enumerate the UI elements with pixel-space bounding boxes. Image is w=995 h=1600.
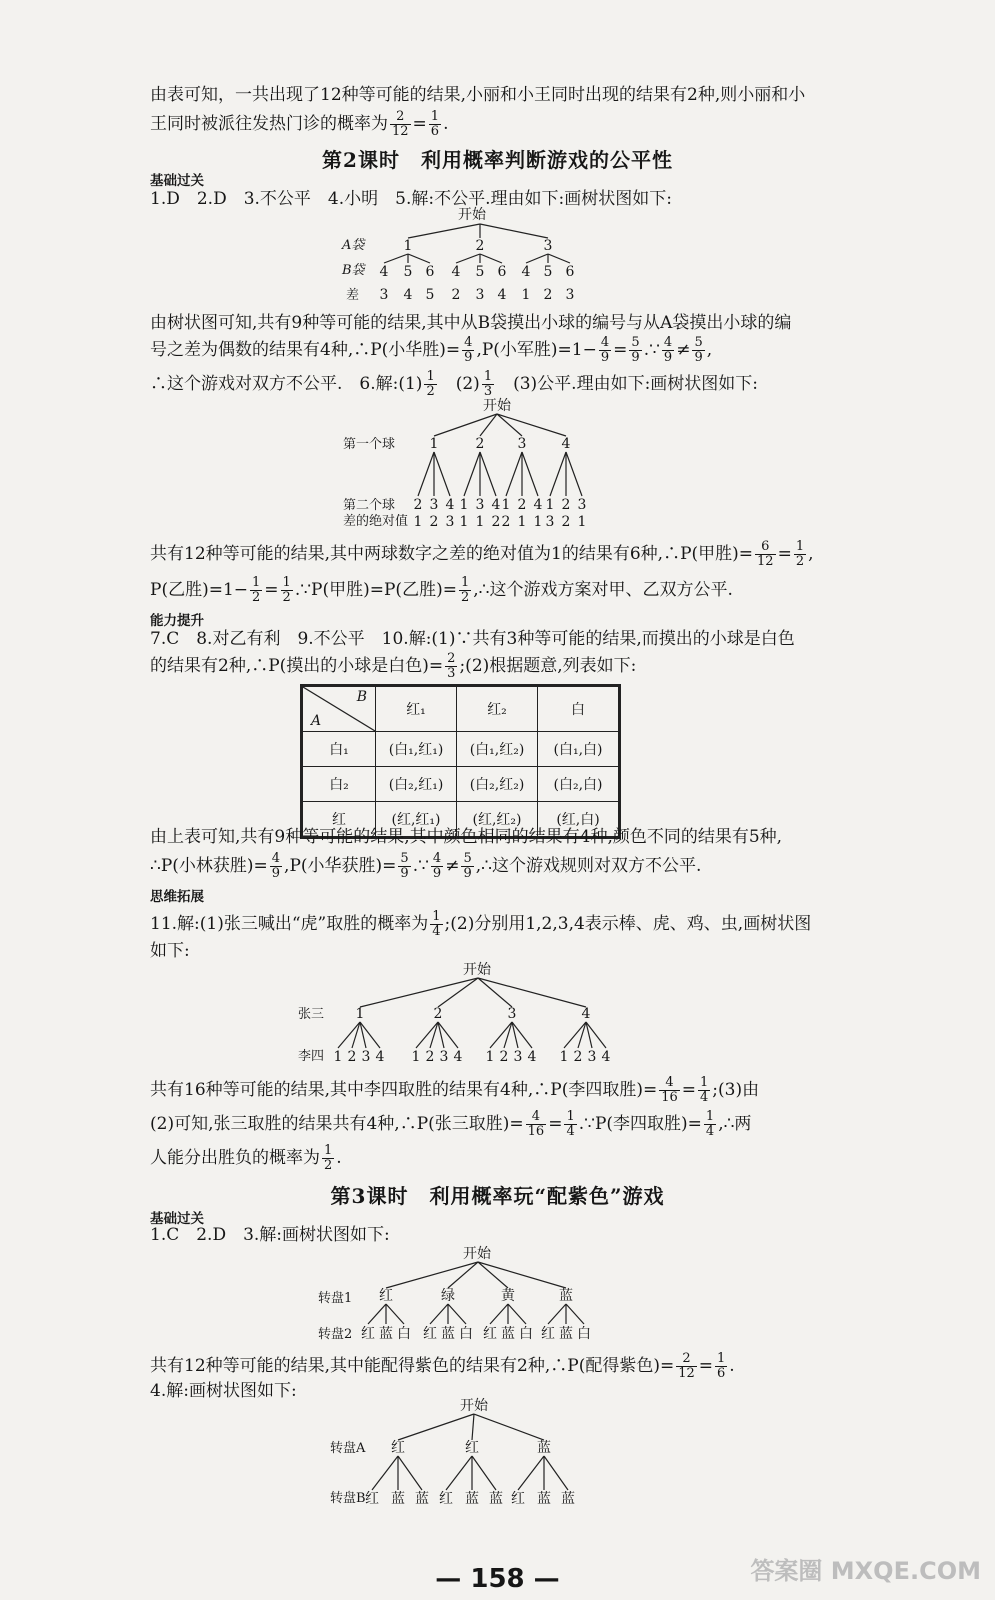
l3-q3-line: 共有12种等可能的结果,其中能配得紫色的结果有2种,∴P(配得紫色)= $\frac{2}{12}$ = $\frac{1}{6}$ .: [150, 1351, 735, 1381]
tree2: [343, 398, 586, 530]
tree-branch: [368, 1304, 386, 1324]
tree-branch: [490, 1022, 512, 1048]
tree2-node: 3: [517, 436, 527, 452]
tree-branch: [566, 452, 582, 496]
tree4-leaf: 蓝: [379, 1326, 393, 1342]
tree3: [298, 962, 611, 1065]
tree2-abs: 2: [429, 514, 439, 530]
q5-line-2: 号之差为偶数的结果有4种,∴P(小华胜)= $\frac{4}{9}$ ,P(小军胜)=1− $\frac{4}{9}$ = $\frac{5}{9}$ .∵ $\frac{4}{9}$ ≠ $\frac{5}{9}$ ,: [150, 335, 713, 365]
tree4: [318, 1246, 591, 1342]
tree-branch: [478, 1262, 566, 1288]
tree5-node: 红: [391, 1440, 405, 1456]
tree5-leaf: 红: [439, 1491, 453, 1507]
row-header: 白₁: [302, 732, 376, 767]
tree-branch: [434, 414, 497, 436]
tree4-leaf: 白: [519, 1326, 533, 1342]
answers-1-5: 1.D 2.D 3.不公平 4.小明 5.解:不公平.理由如下:画树状图如下:: [150, 189, 672, 209]
tree2-abs: 2: [491, 514, 501, 530]
tree3-node: 4: [581, 1006, 591, 1022]
tree2-abs: 3: [445, 514, 455, 530]
tree5-node: 蓝: [537, 1440, 551, 1456]
tree5-leaf: 蓝: [537, 1491, 551, 1507]
table-col-header: 白: [538, 686, 620, 732]
tree-branch: [544, 1456, 568, 1490]
tree3-leaf: 2: [499, 1049, 509, 1065]
tree-branch: [434, 452, 450, 496]
tree5-leaf: 红: [511, 1491, 525, 1507]
tree3-node: 3: [507, 1006, 517, 1022]
tree5: [330, 1398, 575, 1507]
tree1-leaf: 5: [543, 264, 553, 280]
tree4-leaf: 蓝: [559, 1326, 573, 1342]
tree1-leaf: 4: [451, 264, 461, 280]
tree5-leaf: 红: [365, 1491, 379, 1507]
tree4-leaf: 白: [397, 1326, 411, 1342]
row-header: 白₂: [302, 767, 376, 802]
tree2-leaf: 2: [413, 497, 423, 513]
tree-branch: [386, 1262, 478, 1288]
tree2-abs: 1: [475, 514, 485, 530]
table-cell: (白₂,红₂): [457, 767, 538, 802]
tree-branch: [456, 254, 480, 263]
tree-branch: [497, 414, 566, 436]
tree3-label-1: 张三: [298, 1007, 325, 1022]
tree2-leaf: 2: [561, 497, 571, 513]
tree1-diff: 5: [425, 287, 435, 303]
q10-line-2: 的结果有2种,∴P(摸出的小球是白色)= $\frac{2}{3}$ ;(2)根据题意,列表如下:: [150, 651, 637, 681]
tree1-diff: 4: [403, 287, 413, 303]
q6-line-2: 共有12种等可能的结果,其中两球数字之差的绝对值为1的结果有6种,∴P(甲胜)= $\frac{6}{12}$ = $\frac{1}{2}$ ,: [150, 539, 814, 569]
tree5-leaf: 蓝: [489, 1491, 503, 1507]
tree-branch: [564, 1022, 586, 1048]
tree4-leaf: 蓝: [441, 1326, 455, 1342]
lesson2-title: 第2课时 利用概率判断游戏的公平性: [322, 148, 673, 172]
tree5-node: 红: [465, 1440, 479, 1456]
tree1-diff: 3: [379, 287, 389, 303]
tree3-leaf: 4: [527, 1049, 537, 1065]
tree4-node: 绿: [441, 1288, 455, 1304]
answers-7-10: 7.C 8.对乙有利 9.不公平 10.解:(1)∵共有3种等可能的结果,而摸出的小球是白色: [150, 629, 795, 649]
q11-line-4: (2)可知,张三取胜的结果共有4种,∴P(张三取胜)= $\frac{4}{16}$ = $\frac{1}{4}$ .∵P(李四取胜)= $\frac{1}{4}$ ,∴两: [150, 1109, 752, 1139]
tree1-diff: 2: [451, 287, 461, 303]
tree2-leaf: 4: [445, 497, 455, 513]
tree-branch: [416, 1022, 438, 1048]
q5-line-1: 由树状图可知,共有9种等可能的结果,其中从B袋摸出小球的编号与从A袋摸出小球的编: [150, 313, 792, 333]
tree2-label-1: 第一个球: [343, 437, 396, 452]
q11-line-5: 人能分出胜负的概率为 $\frac{1}{2}$ .: [150, 1143, 342, 1173]
tree4-node: 黄: [501, 1288, 515, 1304]
fraction: $\frac{1}{6}$: [430, 109, 440, 139]
tree1-label-diff: 差: [346, 288, 360, 303]
tree4-node: 蓝: [559, 1288, 573, 1304]
tree4-leaf: 红: [541, 1326, 555, 1342]
section-heading-ability: 能力提升: [150, 613, 204, 629]
tree2-abs: 1: [577, 514, 587, 530]
q11-line-3: 共有16种等可能的结果,其中李四取胜的结果有4种,∴P(李四取胜)= $\frac{4}{16}$ = $\frac{1}{4}$ ;(3)由: [150, 1075, 760, 1105]
table-row: [302, 732, 620, 767]
tree2-leaf: 1: [545, 497, 555, 513]
tree4-root: 开始: [463, 1246, 491, 1262]
tree2-leaf: 4: [491, 497, 501, 513]
tree-branch: [522, 452, 538, 496]
table-cell: (白₂,红₁): [376, 767, 457, 802]
tree1-node: 3: [543, 238, 553, 254]
l3-q4-line: 4.解:画树状图如下:: [150, 1381, 297, 1401]
tree5-leaf: 蓝: [415, 1491, 429, 1507]
tree3-leaf: 4: [453, 1049, 463, 1065]
text: 王同时被派往发热门诊的概率为: [150, 114, 388, 134]
tree2-leaf: 3: [475, 497, 485, 513]
table-cell: (白₁,红₂): [457, 732, 538, 767]
tree3-leaf: 4: [375, 1049, 385, 1065]
table-cell: (白₂,白): [538, 767, 620, 802]
tree3-leaf: 4: [601, 1049, 611, 1065]
table-cell: (白₁,白): [538, 732, 620, 767]
tree5-label-2: 转盘B: [330, 1491, 366, 1506]
tree-branch: [472, 1456, 496, 1490]
tree4-leaf: 红: [361, 1326, 375, 1342]
tree-branch: [490, 1304, 508, 1324]
tree1-leaf: 5: [475, 264, 485, 280]
tree-branch: [386, 1304, 404, 1324]
tree5-root: 开始: [460, 1398, 488, 1414]
tree4-node: 红: [379, 1288, 393, 1304]
tree3-leaf: 2: [425, 1049, 435, 1065]
tree1-diff: 2: [543, 287, 553, 303]
table-cell: (红,红₂): [457, 802, 538, 838]
tree3-leaf: 3: [439, 1049, 449, 1065]
table-col-header: 红₂: [457, 686, 538, 732]
tree4-leaf: 红: [483, 1326, 497, 1342]
answers-l3-1-3: 1.C 2.D 3.解:画树状图如下:: [150, 1225, 390, 1245]
tree2-label-2: 第二个球: [343, 498, 396, 513]
tree-branch: [408, 254, 430, 263]
fraction: $\frac{2}{12}$: [392, 109, 409, 139]
tree2-abs: 1: [517, 514, 527, 530]
tree1-node: 2: [475, 238, 485, 254]
tree1-leaf: 6: [565, 264, 575, 280]
tree5-leaf: 蓝: [391, 1491, 405, 1507]
tree2-node: 2: [475, 436, 485, 452]
tree2-leaf: 3: [577, 497, 587, 513]
tree-branch: [548, 1304, 566, 1324]
page-number: — 158 —: [435, 1564, 560, 1594]
tree-branch: [506, 452, 522, 496]
tree-branch: [497, 414, 522, 436]
tree-branch: [446, 1456, 472, 1490]
tree3-node: 1: [355, 1006, 365, 1022]
tree1-node: 1: [403, 238, 413, 254]
tree3-leaf: 1: [333, 1049, 343, 1065]
table-cell: (红,白): [538, 802, 620, 838]
tree-branch: [338, 1022, 360, 1048]
tree5-label-1: 转盘A: [330, 1441, 366, 1456]
tree-branch: [472, 1414, 474, 1440]
q10-line-4: ∴P(小林获胜)= $\frac{4}{9}$ ,P(小华获胜)= $\frac{5}{9}$ .∵ $\frac{4}{9}$ ≠ $\frac{5}{9}$ ,∴这个游戏规则对双方不公平.: [150, 851, 702, 881]
tree3-leaf: 1: [559, 1049, 569, 1065]
tree-branch: [474, 1414, 544, 1440]
tree2-leaf: 3: [429, 497, 439, 513]
tree-branch: [518, 1456, 544, 1490]
section-heading-basic-3: 基础过关: [150, 1211, 204, 1227]
tree3-leaf: 3: [361, 1049, 371, 1065]
tree3-node: 2: [433, 1006, 443, 1022]
tree-branch: [464, 452, 480, 496]
tree2-node: 1: [429, 436, 439, 452]
tree5-leaf: 蓝: [465, 1491, 479, 1507]
tree2-leaf: 4: [533, 497, 543, 513]
tree4-label-2: 转盘2: [318, 1327, 353, 1342]
tree1-leaf: 5: [403, 264, 413, 280]
intro-line-1: 由表可知，一共出现了12种等可能的结果,小丽和小王同时出现的结果有2种,则小丽和小: [150, 85, 806, 105]
tree3-leaf: 1: [485, 1049, 495, 1065]
row-header: 红: [302, 802, 376, 838]
tree-branch: [448, 1304, 466, 1324]
tree4-leaf: 蓝: [501, 1326, 515, 1342]
tree1-root: 开始: [458, 207, 486, 223]
tree2-abs: 2: [501, 514, 511, 530]
q10-line-3: 由上表可知,共有9种等可能的结果,其中颜色相同的结果有4种,颜色不同的结果有5种,: [150, 827, 783, 847]
table-cell: (白₁,红₁): [376, 732, 457, 767]
tree3-leaf: 1: [411, 1049, 421, 1065]
tree-branch: [566, 1304, 584, 1324]
tree-branch: [384, 254, 408, 263]
tree3-leaf: 2: [347, 1049, 357, 1065]
tree1-diff: 1: [521, 287, 531, 303]
section-heading-thinking: 思维拓展: [150, 889, 204, 905]
tree1-leaf: 4: [379, 264, 389, 280]
table-corner: B A: [302, 686, 376, 732]
table-row: [302, 767, 620, 802]
tree1-label-b: B袋: [342, 263, 365, 278]
tree3-leaf: 2: [573, 1049, 583, 1065]
tree2-abs: 1: [413, 514, 423, 530]
tree-branch: [360, 978, 478, 1007]
tree1-diff: 4: [497, 287, 507, 303]
tree2-root: 开始: [483, 398, 511, 414]
tree3-root: 开始: [463, 962, 491, 978]
lesson3-title: 第3课时 利用概率玩“配紫色”游戏: [330, 1184, 665, 1208]
q6-line-1: ∴这个游戏对双方不公平. 6.解:(1) $\frac{1}{2}$ (2) $\frac{1}{3}$ (3)公平.理由如下:画树状图如下:: [150, 369, 759, 399]
watermark: 答案圈 MXQE.COM: [750, 1557, 981, 1585]
tree3-label-2: 李四: [298, 1049, 325, 1064]
tree1-leaf: 6: [497, 264, 507, 280]
tree1: [341, 207, 575, 303]
q11-line-2: 如下:: [150, 941, 190, 961]
tree2-node: 4: [561, 436, 571, 452]
tree2-abs: 1: [533, 514, 543, 530]
tree4-leaf: 白: [577, 1326, 591, 1342]
tree5-leaf: 蓝: [561, 1491, 575, 1507]
tree2-leaf: 2: [517, 497, 527, 513]
tree4-leaf: 红: [423, 1326, 437, 1342]
tree-branch: [398, 1456, 422, 1490]
section-heading-basic: 基础过关: [150, 173, 204, 189]
tree-branch: [550, 452, 566, 496]
tree2-abs: 1: [459, 514, 469, 530]
tree2-abs: 3: [545, 514, 555, 530]
probability-table: [300, 684, 621, 839]
tree-branch: [480, 452, 496, 496]
tree4-label-1: 转盘1: [318, 1291, 353, 1306]
q6-line-3: P(乙胜)=1− $\frac{1}{2}$ = $\frac{1}{2}$ .∵P(甲胜)=P(乙胜)= $\frac{1}{2}$ ,∴这个游戏方案对甲、乙双方公平.: [150, 575, 733, 605]
tree2-abs: 2: [561, 514, 571, 530]
tree3-leaf: 3: [513, 1049, 523, 1065]
tree-branch: [418, 452, 434, 496]
tree-branch: [480, 254, 502, 263]
tree2-label-3: 差的绝对值: [343, 514, 409, 529]
tree4-leaf: 白: [459, 1326, 473, 1342]
tree1-leaf: 4: [521, 264, 531, 280]
tree1-diff: 3: [475, 287, 485, 303]
tree1-label-a: A袋: [342, 238, 365, 253]
table-col-header: 红₁: [376, 686, 457, 732]
tree2-leaf: 1: [459, 497, 469, 513]
table-cell: (红,红₁): [376, 802, 457, 838]
tree2-leaf: 1: [501, 497, 511, 513]
q11-line-1: 11.解:(1)张三喊出“虎”取胜的概率为 $\frac{1}{4}$ ;(2)分别用1,2,3,4表示棒、虎、鸡、虫,画树状图: [150, 909, 812, 939]
tree1-leaf: 6: [425, 264, 435, 280]
tree1-diff: 3: [565, 287, 575, 303]
tree-branch: [430, 1304, 448, 1324]
tree-branch: [398, 1414, 474, 1440]
intro-line-2: 王同时被派往发热门诊的概率为 $\frac{2}{12}$ = $\frac{1}{6}$ .: [150, 109, 449, 139]
tree-branch: [508, 1304, 526, 1324]
tree-branch: [548, 254, 570, 263]
tree-branch: [372, 1456, 398, 1490]
tree-branch: [526, 254, 548, 263]
tree3-leaf: 3: [587, 1049, 597, 1065]
